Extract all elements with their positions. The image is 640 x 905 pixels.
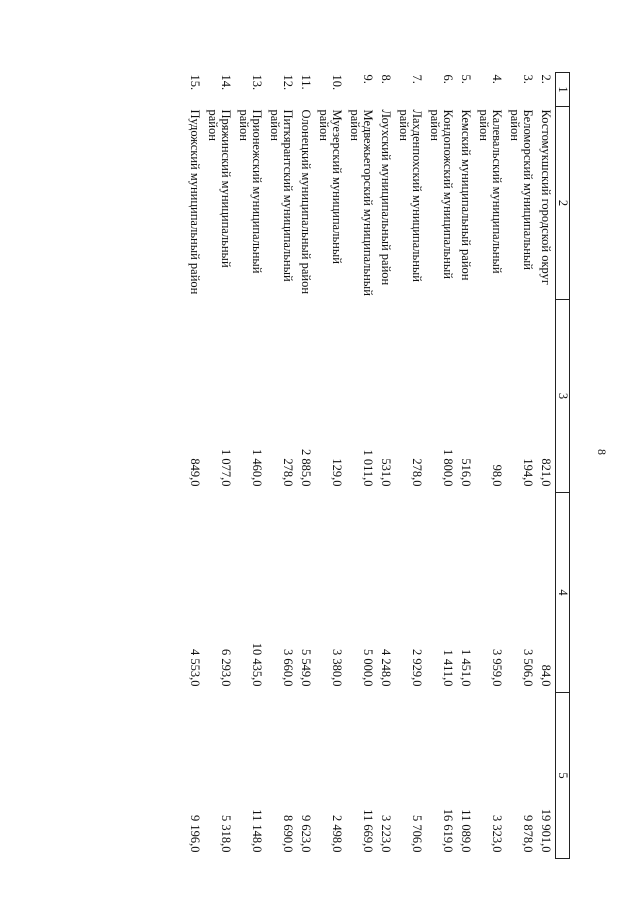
row-number: 3. xyxy=(521,74,535,84)
value-col-5: 5 318,0 xyxy=(219,815,233,853)
table-row xyxy=(475,73,506,859)
district-name: Калевальский муниципальный район xyxy=(477,109,504,274)
district-name: Беломорский муниципальный район xyxy=(508,109,535,270)
district-name: Лахденпохский муниципальный район xyxy=(397,109,424,282)
value-col-4: 4 248,0 xyxy=(379,649,393,687)
table-body xyxy=(186,73,556,859)
table-row xyxy=(457,73,475,859)
value-col-5: 9 878,0 xyxy=(521,815,535,853)
row-number: 14. xyxy=(219,74,233,91)
district-name: Питкярантский муниципальный район xyxy=(268,109,295,282)
header-cell-1: 1 xyxy=(556,73,570,107)
value-col-4: 3 506,0 xyxy=(521,649,535,687)
district-name: Костомукшский городской округ xyxy=(539,109,553,286)
value-col-4: 3 660,0 xyxy=(281,649,295,687)
district-name: Медвежьегорский муниципальный район xyxy=(348,109,375,296)
table-row xyxy=(395,73,426,859)
value-col-5: 3 223,0 xyxy=(379,815,393,853)
row-number: 8. xyxy=(379,74,393,84)
district-name: Муезерский муниципальный район xyxy=(317,109,344,264)
data-table xyxy=(186,72,570,859)
table-row xyxy=(297,73,315,859)
table-row xyxy=(235,73,266,859)
row-number: 12. xyxy=(281,74,295,91)
value-col-4: 5 549,0 xyxy=(299,649,313,687)
table-header-row xyxy=(556,73,570,859)
header-cell-3: 3 xyxy=(556,300,570,493)
row-number: 5. xyxy=(459,74,473,84)
row-number: 7. xyxy=(410,74,424,84)
header-cell-2: 2 xyxy=(556,107,570,300)
value-col-5: 16 619,0 xyxy=(441,808,455,853)
value-col-4: 3 959,0 xyxy=(490,649,504,687)
value-col-4: 3 380,0 xyxy=(330,649,344,687)
value-col-4: 1 451,0 xyxy=(459,649,473,687)
value-col-3: 129,0 xyxy=(330,458,344,487)
value-col-3: 1 077,0 xyxy=(219,449,233,487)
table-row xyxy=(377,73,395,859)
value-col-5: 5 706,0 xyxy=(410,815,424,853)
value-col-5: 8 690,0 xyxy=(281,815,295,853)
value-col-3: 1 800,0 xyxy=(441,449,455,487)
row-number: 15. xyxy=(188,74,202,91)
row-number: 10. xyxy=(330,74,344,91)
row-number: 6. xyxy=(441,74,455,84)
district-name: Пряжинский муниципальный район xyxy=(206,109,233,268)
value-col-3: 516,0 xyxy=(459,458,473,487)
value-col-5: 11 148,0 xyxy=(250,809,264,853)
value-col-4: 10 435,0 xyxy=(250,642,264,687)
value-col-3: 849,0 xyxy=(188,458,202,487)
value-col-4: 1 411,0 xyxy=(441,649,455,687)
table-row xyxy=(315,73,346,859)
row-number: 2. xyxy=(539,74,553,84)
value-col-5: 11 669,0 xyxy=(361,809,375,853)
value-col-3: 2 885,0 xyxy=(299,449,313,487)
value-col-5: 3 323,0 xyxy=(490,815,504,853)
page-number: 8 xyxy=(595,449,609,455)
district-name: Пудожский муниципальный район xyxy=(188,109,202,295)
table-row xyxy=(266,73,297,859)
district-name: Кондопожский муниципальный район xyxy=(428,109,455,279)
district-name: Лоухский муниципальный район xyxy=(379,109,393,286)
value-col-4: 5 000,0 xyxy=(361,649,375,687)
value-col-5: 11 089,0 xyxy=(459,809,473,853)
table-row xyxy=(204,73,235,859)
value-col-3: 821,0 xyxy=(539,458,553,487)
table-row xyxy=(506,73,537,859)
row-number: 13. xyxy=(250,74,264,91)
value-col-4: 6 293,0 xyxy=(219,649,233,687)
value-col-3: 194,0 xyxy=(521,458,535,487)
district-name: Кемский муниципальный район xyxy=(459,109,473,281)
table-row xyxy=(426,73,457,859)
header-cell-4: 4 xyxy=(556,493,570,693)
value-col-3: 278,0 xyxy=(281,458,295,487)
value-col-5: 9 623,0 xyxy=(299,815,313,853)
table-row xyxy=(186,73,204,859)
row-number: 9. xyxy=(361,74,375,84)
district-name: Прионежский муниципальный район xyxy=(237,109,264,274)
value-col-3: 531,0 xyxy=(379,458,393,487)
value-col-3: 1 460,0 xyxy=(250,449,264,487)
value-col-3: 98,0 xyxy=(490,464,504,487)
value-col-4: 4 553,0 xyxy=(188,649,202,687)
header-cell-5: 5 xyxy=(556,693,570,859)
value-col-5: 2 498,0 xyxy=(330,815,344,853)
value-col-5: 19 901,0 xyxy=(539,808,553,853)
value-col-4: 84,0 xyxy=(539,664,553,687)
row-number: 4. xyxy=(490,74,504,84)
table-row xyxy=(537,73,556,859)
value-col-3: 1 011,0 xyxy=(361,449,375,487)
district-name: Олонецкий муниципальный район xyxy=(299,109,313,295)
value-col-5: 9 196,0 xyxy=(188,815,202,853)
row-number: 11. xyxy=(299,74,313,90)
value-col-3: 278,0 xyxy=(410,458,424,487)
value-col-4: 2 929,0 xyxy=(410,649,424,687)
table-row xyxy=(346,73,377,859)
